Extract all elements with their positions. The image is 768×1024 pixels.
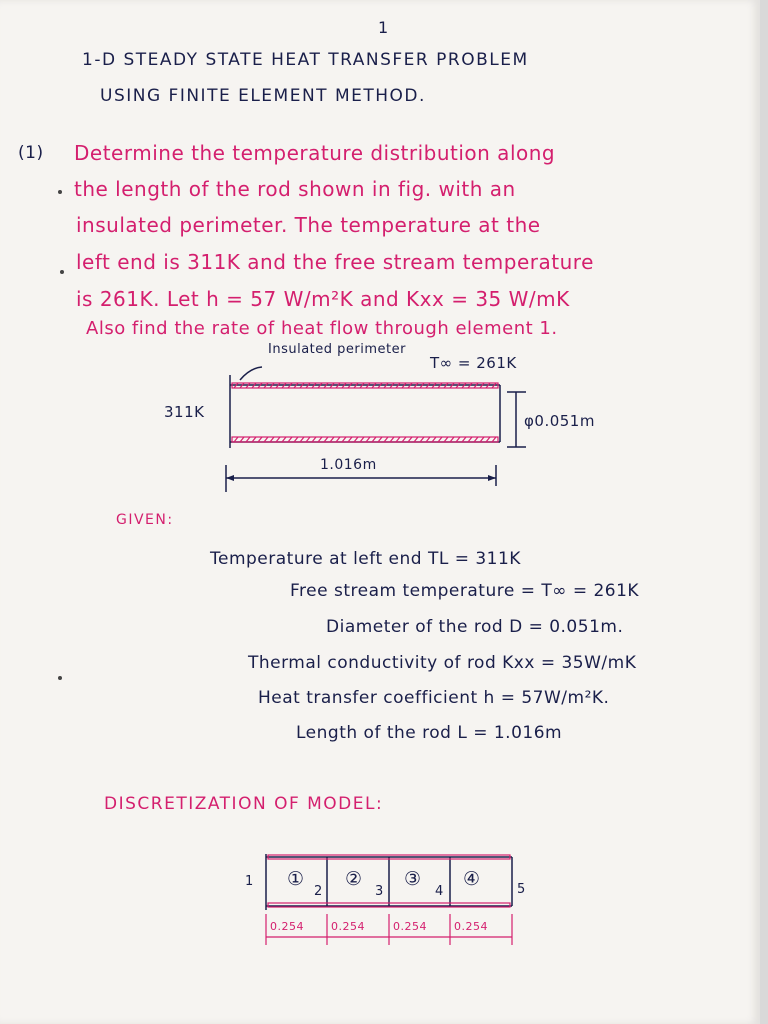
insulated-label: Insulated perimeter (268, 342, 406, 357)
title-line-1: 1-D STEADY STATE HEAT TRANSFER PROBLEM (82, 50, 529, 70)
given-line-6: Length of the rod L = 1.016m (296, 723, 563, 743)
given-line-4: Thermal conductivity of rod Kxx = 35W/mK (248, 653, 637, 673)
node-5: 5 (517, 882, 526, 897)
node-4: 4 (435, 884, 444, 899)
problem-line-3: insulated perimeter. The temperature at the (76, 213, 541, 237)
given-line-2: Free stream temperature = T∞ = 261K (290, 581, 640, 601)
binder-hole-dot (58, 190, 62, 194)
given-line-3: Diameter of the rod D = 0.051m. (326, 617, 624, 637)
t-inf-label: T∞ = 261K (430, 354, 517, 372)
segment-length-1: 0.254 (270, 920, 304, 933)
left-temp-label: 311K (164, 403, 205, 421)
page-number: 1 (378, 18, 389, 37)
discretization-heading: DISCRETIZATION OF MODEL: (104, 794, 384, 814)
node-1: 1 (245, 874, 254, 889)
problem-line-2: the length of the rod shown in fig. with an (74, 177, 516, 201)
element-1-label: ① (287, 868, 305, 890)
title-line-2: USING FINITE ELEMENT METHOD. (100, 86, 426, 106)
element-2-label: ② (345, 868, 363, 890)
binder-hole-dot (60, 270, 64, 274)
problem-line-5: is 261K. Let h = 57 W/m²K and Kxx = 35 W/mK (76, 287, 570, 311)
element-4-label: ④ (463, 868, 481, 890)
given-line-5: Heat transfer coefficient h = 57W/m²K. (258, 688, 610, 708)
binder-hole-dot (58, 676, 62, 680)
segment-length-4: 0.254 (454, 920, 488, 933)
length-label: 1.016m (320, 457, 377, 473)
problem-line-1: Determine the temperature distribution along (74, 141, 556, 165)
diameter-label: φ0.051m (524, 412, 595, 430)
segment-length-3: 0.254 (393, 920, 427, 933)
problem-line-6: Also find the rate of heat flow through element 1. (86, 318, 558, 339)
problem-line-4: left end is 311K and the free stream temperature (76, 250, 594, 274)
node-2: 2 (314, 884, 323, 899)
given-heading: GIVEN: (116, 512, 174, 528)
problem-number: (1) (18, 143, 44, 163)
segment-length-2: 0.254 (331, 920, 365, 933)
node-3: 3 (375, 884, 384, 899)
given-line-1: Temperature at left end TL = 311K (210, 549, 521, 569)
element-3-label: ③ (404, 868, 422, 890)
